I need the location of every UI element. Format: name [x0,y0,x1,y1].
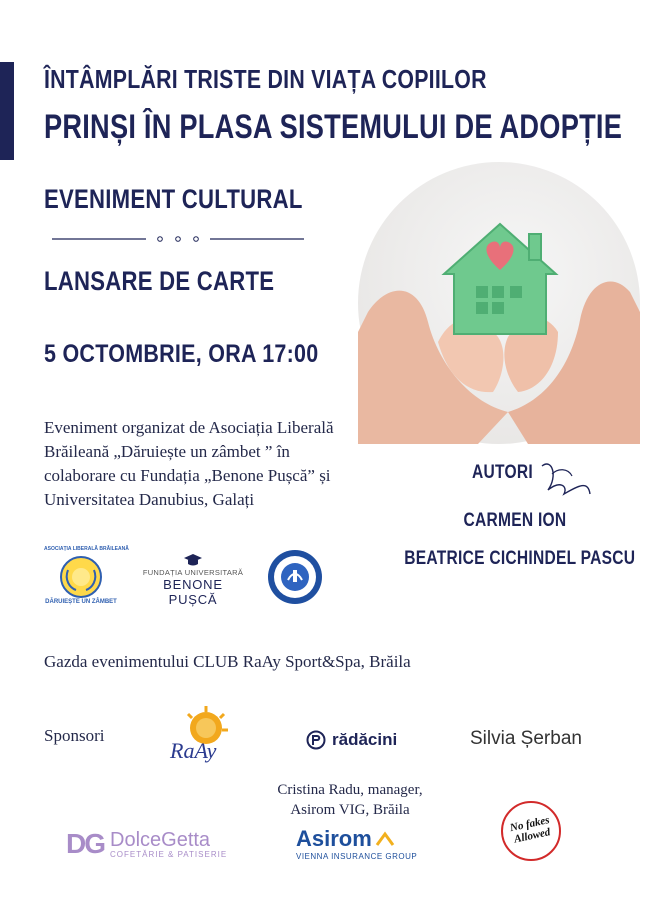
author-name-2: BEATRICE CICHINDEL PASCU [404,548,636,569]
asirom-tagline: VIENNA INSURANCE GROUP [296,852,418,861]
silvia-serban-logo: Silvia Șerban [470,728,582,749]
accent-bar [0,62,14,160]
sponsors-label: Sponsori [44,726,105,745]
asirom-name: Asirom [296,826,372,851]
graduation-cap-icon [183,552,203,568]
event-date: 5 OCTOMBRIE, ORA 17:00 [44,340,319,368]
title-line-2: PRINȘI ÎN PLASA SISTEMULUI DE ADOPȚIE [44,108,623,146]
cristina-line-1: Cristina Radu, manager, [277,782,423,798]
book-flourish-icon [538,456,594,498]
host-text: Gazda evenimentului CLUB RaAy Sport&Spa, Brăila [44,652,411,671]
no-fakes-text: No fakes Allowed [508,814,552,846]
dolcegetta-tagline: COFETĂRIE & PATISERIE [110,849,228,859]
hands-house-photo [358,162,640,444]
dolcegetta-logo [66,828,227,860]
no-fakes-allowed-logo [500,800,562,862]
dolcegetta-name: DolceGetta [110,828,211,851]
fundatia-logo [140,552,246,607]
fundatia-logo-top: FUNDAȚIA UNIVERSITARĂ [142,568,244,577]
radacini-logo-text: rădăcini [332,730,398,749]
radacini-r-icon [306,730,326,750]
radacini-logo [306,730,397,750]
author-name-1: CARMEN ION [463,510,567,531]
asirom-roof-icon [376,832,394,846]
organizer-text: Eveniment organizat de Asociația Liberală Brăileană „Dăruiește un zâmbet ” în colaborare cu Fundația „Benone Pușcă” și Universitatea Danubius, Galați [44,418,334,509]
authors-label: AUTORI [472,462,533,483]
dolcegetta-mark: DG [66,828,104,859]
raay-logo [166,704,238,770]
asociatia-logo-text-bottom: DĂRUIEȘTE UN ZÂMBET [45,599,117,605]
title-line-1: ÎNTÂMPLĂRI TRISTE DIN VIAȚA COPIILOR [44,64,487,94]
asociatia-logo-text-top: ASOCIAȚIA LIBERALĂ BRĂILEANĂ [44,546,129,552]
raay-logo-text: RaAy [170,738,217,763]
event-type: EVENIMENT CULTURAL [44,184,303,214]
event-subtype: LANSARE DE CARTE [44,266,275,296]
asociatia-logo [44,546,129,608]
asirom-logo [296,826,417,861]
cristina-radu-sponsor [250,780,450,820]
ornament-divider [52,232,304,246]
fundatia-logo-name: BENONE PUȘCĂ [163,577,223,607]
danubius-university-seal [266,548,324,606]
cristina-line-2: Asirom VIG, Brăila [290,802,410,818]
